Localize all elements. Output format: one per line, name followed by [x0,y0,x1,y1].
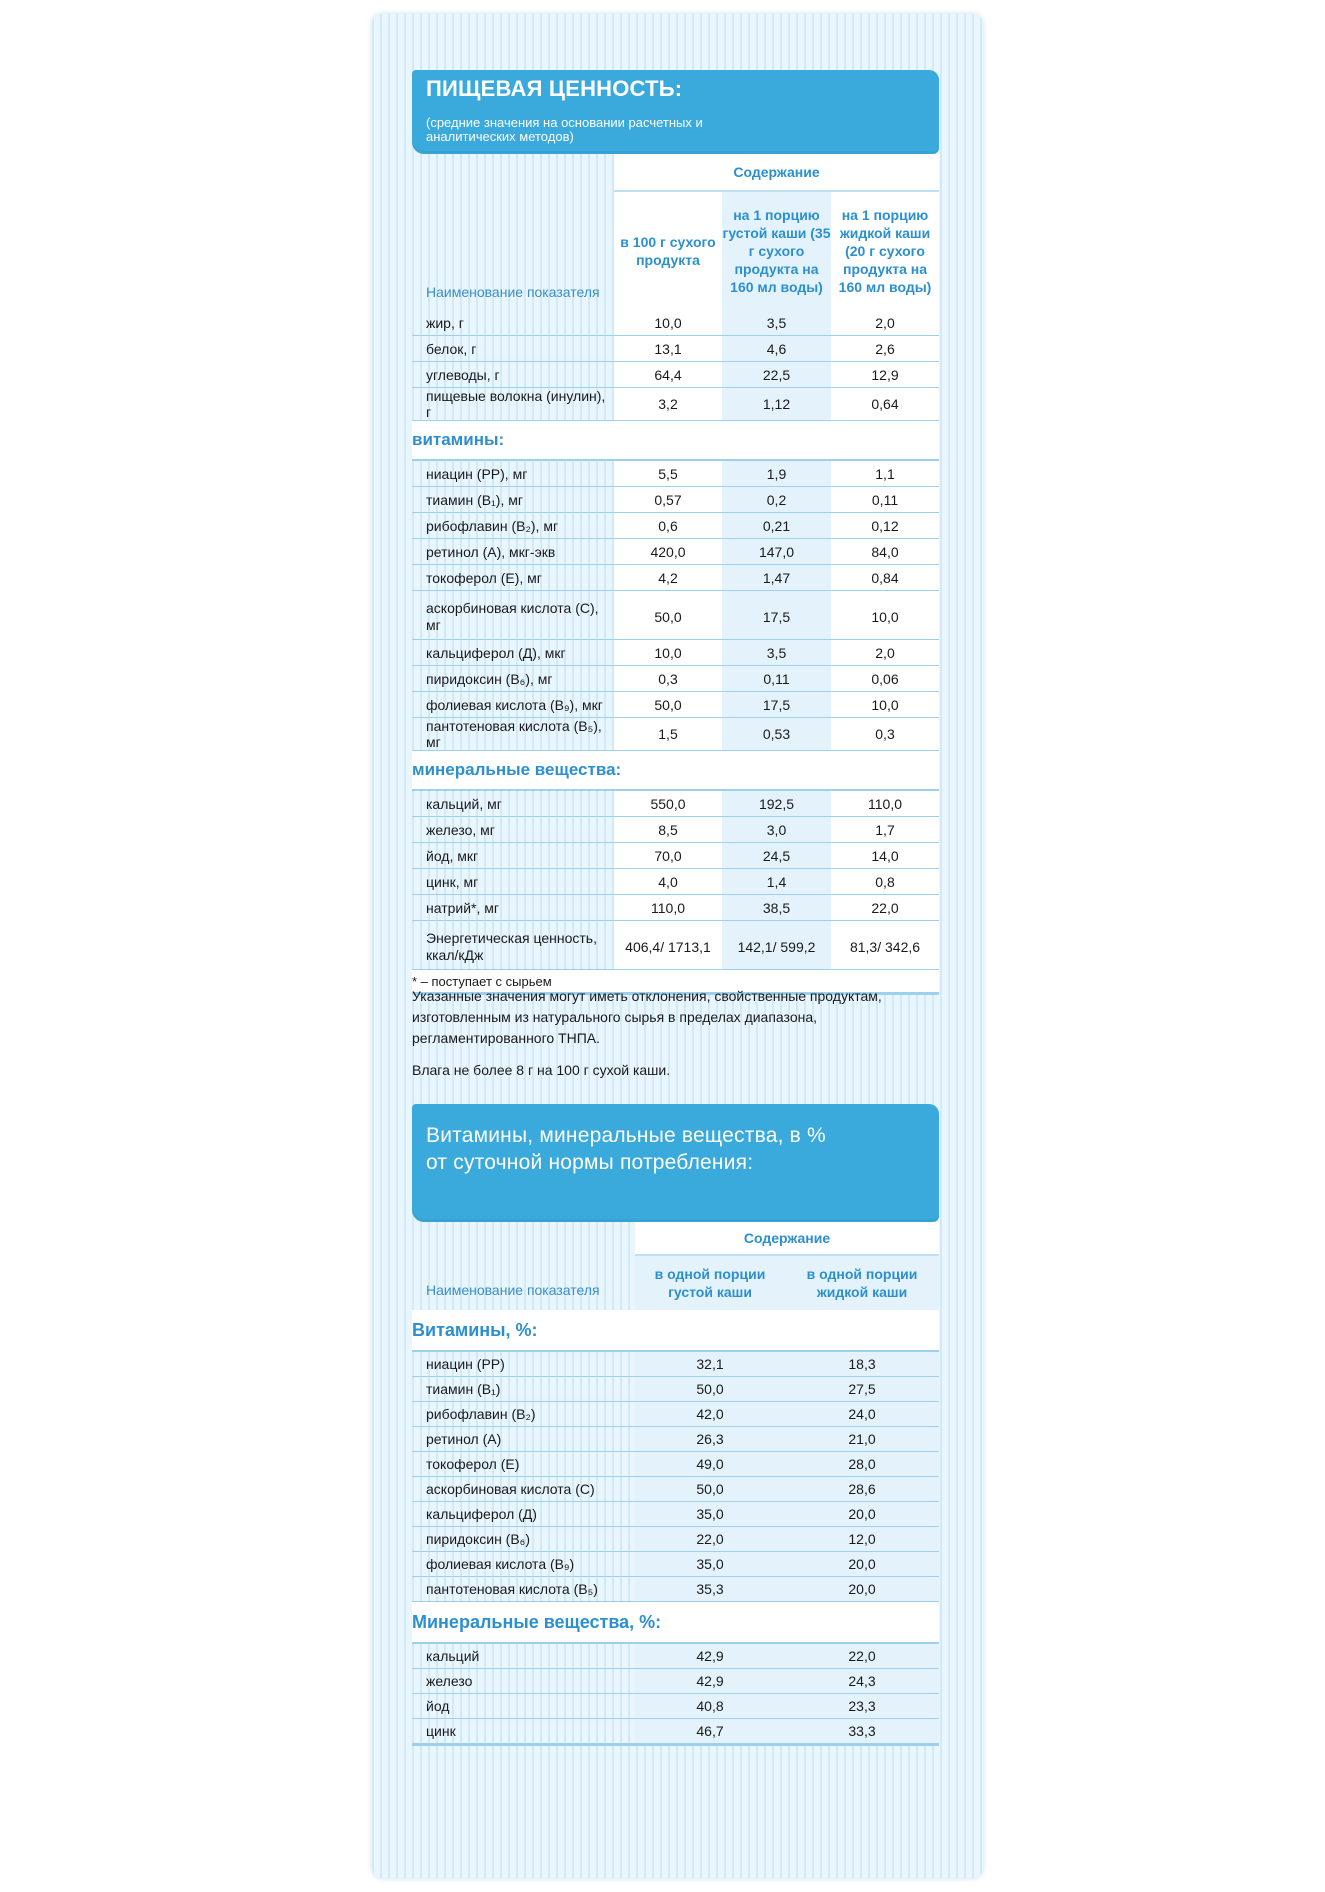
row-value: 1,12 [722,388,831,421]
row-label: Энергетическая ценность, ккал/кДж [412,921,614,970]
row-label: рибофлавин (B₂) [412,1402,635,1427]
row-value: 20,0 [785,1502,939,1527]
daily-header-content-group: Содержание [635,1222,939,1255]
table-row [412,692,939,718]
table-row [412,1377,939,1402]
row-value: 3,0 [722,817,831,843]
row-value: 17,5 [722,591,831,640]
row-value: 1,9 [722,460,831,487]
row-value: 1,4 [722,869,831,895]
row-value: 50,0 [614,591,722,640]
row-label: пантотеновая кислота (B₅) [412,1577,635,1602]
row-value: 26,3 [635,1427,785,1452]
daily-header-liquid-portion: в одной порции жидкой каши [785,1255,939,1310]
row-value: 17,5 [722,692,831,718]
row-value: 3,5 [722,310,831,336]
row-label: ниацин (PP), мг [412,460,614,487]
table-row [412,843,939,869]
footnote: * – поступает с сырьем [412,970,939,994]
daily-minerals-section-title-row [412,1602,939,1644]
row-value: 10,0 [614,640,722,666]
row-label: пиридоксин (B₆) [412,1527,635,1552]
table-row [412,388,939,421]
table-row [412,1669,939,1694]
header-per-100g: в 100 г сухого продукта [614,191,722,310]
row-value: 35,3 [635,1577,785,1602]
row-label: тиамин (B₁), мг [412,487,614,513]
daily-norm-table [412,1222,939,1746]
row-label: ретинол (А), мкг-экв [412,539,614,565]
row-value: 0,6 [614,513,722,539]
table-row [412,1719,939,1745]
table-row [412,895,939,921]
row-value: 24,0 [785,1402,939,1427]
minerals-section-title-row [412,751,939,791]
row-label: кальций, мг [412,790,614,817]
nutrition-subtitle: (средние значения на основании расчетных и аналитических методов) [426,115,703,144]
row-label: ниацин (PP) [412,1351,635,1377]
header-content-group: Содержание [614,154,939,191]
row-label: токоферол (Е) [412,1452,635,1477]
table-row [412,1694,939,1719]
daily-header-thick-portion: в одной порции густой каши [635,1255,785,1310]
row-value: 42,9 [635,1643,785,1669]
table-row [412,591,939,640]
table-row [412,869,939,895]
row-value: 35,0 [635,1502,785,1527]
row-value: 23,3 [785,1694,939,1719]
row-value: 0,2 [722,487,831,513]
row-label: пищевые волокна (инулин), г [412,388,614,421]
row-value: 12,0 [785,1527,939,1552]
row-value: 13,1 [614,336,722,362]
row-value: 50,0 [635,1477,785,1502]
row-value: 0,53 [722,718,831,751]
row-label: йод [412,1694,635,1719]
row-value: 5,5 [614,460,722,487]
row-value: 1,7 [831,817,939,843]
row-value: 147,0 [722,539,831,565]
row-value: 2,0 [831,310,939,336]
row-value: 2,0 [831,640,939,666]
row-label: жир, г [412,310,614,336]
row-value: 0,64 [831,388,939,421]
daily-norm-title-banner [412,1104,939,1222]
row-value: 84,0 [831,539,939,565]
row-value: 20,0 [785,1577,939,1602]
row-value: 3,2 [614,388,722,421]
row-label: рибофлавин (B₂), мг [412,513,614,539]
row-value: 0,84 [831,565,939,591]
header-name: Наименование показателя [426,284,600,300]
row-value: 1,5 [614,718,722,751]
vitamins-section-title-row [412,421,939,461]
row-value: 4,6 [722,336,831,362]
row-value: 142,1/ 599,2 [722,921,831,970]
row-label: натрий*, мг [412,895,614,921]
row-value: 28,6 [785,1477,939,1502]
table-row [412,310,939,336]
row-value: 0,12 [831,513,939,539]
row-value: 0,11 [831,487,939,513]
row-value: 18,3 [785,1351,939,1377]
row-value: 22,0 [635,1527,785,1552]
table-row [412,487,939,513]
row-value: 4,2 [614,565,722,591]
table-row [412,666,939,692]
nutrition-title: ПИЩЕВАЯ ЦЕННОСТЬ: [426,76,683,101]
vitamins-section-title: витамины: [412,421,939,461]
row-label: пиридоксин (B₆), мг [412,666,614,692]
nutrition-table [412,154,939,995]
row-value: 1,47 [722,565,831,591]
row-label: железо, мг [412,817,614,843]
row-label: токоферол (Е), мг [412,565,614,591]
row-value: 406,4/ 1713,1 [614,921,722,970]
row-value: 24,5 [722,843,831,869]
row-label: белок, г [412,336,614,362]
row-value: 28,0 [785,1452,939,1477]
row-label: кальциферол (Д), мкг [412,640,614,666]
table-row [412,817,939,843]
row-value: 550,0 [614,790,722,817]
moisture-note: Влага не более 8 г на 100 г сухой каши. [412,1062,671,1078]
row-value: 50,0 [635,1377,785,1402]
row-label: пантотеновая кислота (B₅), мг [412,718,614,751]
deviation-note: Указанные значения могут иметь отклонения, свойственные продуктам, изготовленным из натурального сырья в пределах диапазона, регламентированного ТНПА. [412,988,882,1046]
row-label: железо [412,1669,635,1694]
row-value: 0,8 [831,869,939,895]
row-value: 420,0 [614,539,722,565]
row-value: 38,5 [722,895,831,921]
row-value: 22,0 [831,895,939,921]
table-row [412,1427,939,1452]
row-value: 0,57 [614,487,722,513]
row-label: фолиевая кислота (B₉), мкг [412,692,614,718]
row-value: 22,5 [722,362,831,388]
header-per-liquid-portion: на 1 порцию жидкой каши (20 г сухого продукта на 160 мл воды) [831,191,939,310]
row-value: 0,21 [722,513,831,539]
row-value: 24,3 [785,1669,939,1694]
row-label: аскорбиновая кислота (С) [412,1477,635,1502]
row-label: аскорбиновая кислота (С), мг [412,591,614,640]
row-value: 10,0 [831,692,939,718]
table-row [412,460,939,487]
nutrition-title-banner [412,70,939,154]
table-row [412,513,939,539]
row-value: 81,3/ 342,6 [831,921,939,970]
row-value: 3,5 [722,640,831,666]
daily-minerals-section-title: Минеральные вещества, %: [412,1602,939,1644]
header-per-thick-portion: на 1 порцию густой каши (35 г сухого продукта на 160 мл воды) [722,191,831,310]
table-row [412,336,939,362]
table-row [412,1577,939,1602]
row-label: цинк [412,1719,635,1745]
row-value: 8,5 [614,817,722,843]
row-value: 2,6 [831,336,939,362]
row-value: 50,0 [614,692,722,718]
row-value: 0,3 [831,718,939,751]
row-value: 27,5 [785,1377,939,1402]
table-row [412,362,939,388]
row-value: 32,1 [635,1351,785,1377]
table-row [412,1402,939,1427]
row-label: йод, мкг [412,843,614,869]
row-value: 40,8 [635,1694,785,1719]
row-value: 64,4 [614,362,722,388]
row-value: 49,0 [635,1452,785,1477]
table-row [412,1351,939,1377]
row-label: ретинол (А) [412,1427,635,1452]
minerals-section-title: минеральные вещества: [412,751,939,791]
row-value: 42,9 [635,1669,785,1694]
row-value: 4,0 [614,869,722,895]
row-label: тиамин (B₁) [412,1377,635,1402]
row-value: 70,0 [614,843,722,869]
daily-header-name: Наименование показателя [426,1282,600,1298]
row-value: 0,06 [831,666,939,692]
table-row [412,1502,939,1527]
row-value: 14,0 [831,843,939,869]
daily-vitamins-section-title: Витамины, %: [412,1310,939,1351]
table-row [412,718,939,751]
table-row [412,640,939,666]
row-value: 10,0 [831,591,939,640]
row-value: 22,0 [785,1643,939,1669]
row-label: углеводы, г [412,362,614,388]
row-label: кальциферол (Д) [412,1502,635,1527]
row-value: 42,0 [635,1402,785,1427]
row-label: цинк, мг [412,869,614,895]
row-label: фолиевая кислота (B₉) [412,1552,635,1577]
row-value: 12,9 [831,362,939,388]
row-value: 192,5 [722,790,831,817]
row-value: 0,3 [614,666,722,692]
row-value: 33,3 [785,1719,939,1745]
table-row [412,1643,939,1669]
daily-vitamins-section-title-row [412,1310,939,1351]
row-label: кальций [412,1643,635,1669]
row-value: 110,0 [614,895,722,921]
table-row [412,921,939,970]
row-value: 0,11 [722,666,831,692]
row-value: 1,1 [831,460,939,487]
table-row [412,1552,939,1577]
table-row [412,1477,939,1502]
row-value: 46,7 [635,1719,785,1745]
row-value: 35,0 [635,1552,785,1577]
table-row [412,539,939,565]
row-value: 21,0 [785,1427,939,1452]
table-row [412,1527,939,1552]
table-row [412,565,939,591]
row-value: 20,0 [785,1552,939,1577]
row-value: 110,0 [831,790,939,817]
table-row [412,1452,939,1477]
daily-norm-title: Витамины, минеральные вещества, в % от суточной нормы потребления: [426,1124,826,1174]
table-row [412,790,939,817]
row-value: 10,0 [614,310,722,336]
